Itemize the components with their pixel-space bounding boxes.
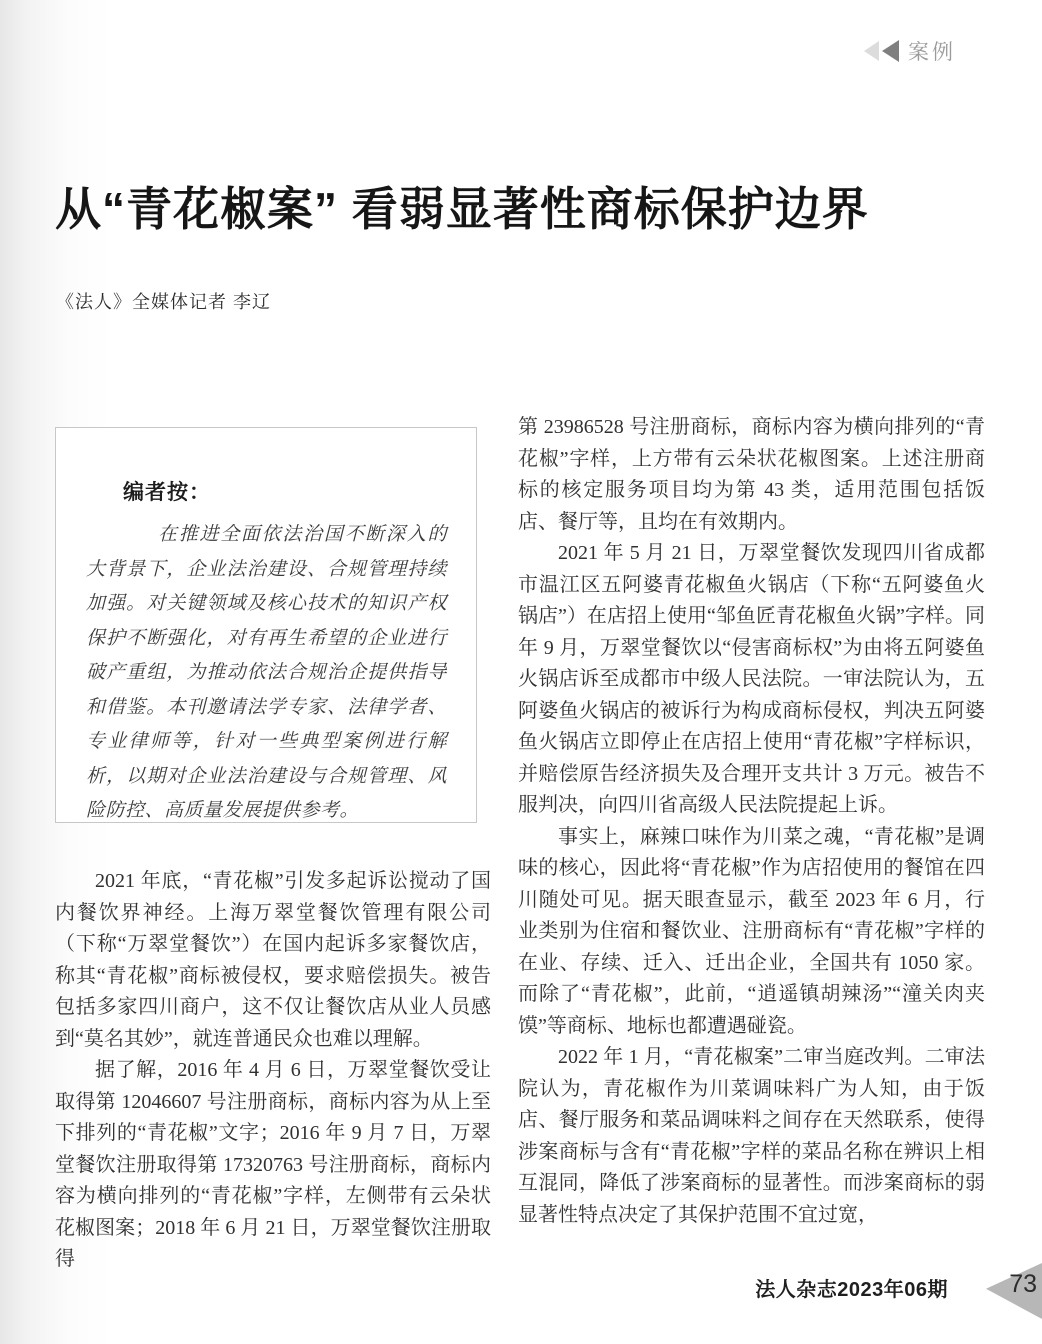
page-number: 73 <box>1009 1270 1037 1298</box>
body-paragraph: 事实上，麻辣口味作为川菜之魂，“青花椒”是调味的核心，因此将“青花椒”作为店招使用的餐馆在四川随处可见。据天眼查显示，截至 2023 年 6 月，行业类别为住宿和餐饮业、注册商标有“青花椒”字样的在业、存续、迁入、迁出企业，全国共有 1050 家。而除了“青花椒”，此前，“逍遥镇胡辣汤”“潼关肉夹馍”等商标、地标也都遭遇碰瓷。 <box>518 825 985 1037</box>
editor-note-label: 编者按： <box>123 481 211 504</box>
left-column <box>55 866 491 1276</box>
body-paragraph: 2022 年 1 月，“青花椒案”二审当庭改判。二审法院认为，青花椒作为川菜调味料广为人知，由于饭店、餐厅服务和菜品调味料之间存在天然联系，使得涉案商标与含有“青花椒”字样的菜品名称在辨识上相互混同，降低了涉案商标的显著性。而涉案商标的弱显著性特点决定了其保护范围不宜过宽， <box>518 1046 985 1226</box>
chevron-left-icon <box>882 40 899 62</box>
body-paragraph: 2021 年底，“青花椒”引发多起诉讼搅动了国内餐饮界神经。上海万翠堂餐饮管理有限公司（下称“万翠堂餐饮”）在国内起诉多家餐饮店，称其“青花椒”商标被侵权，要求赔偿损失。被告包括多家四川商户，这不仅让餐饮店从业人员感到“莫名其妙”，就连普通民众也难以理解。 <box>55 870 491 1050</box>
journal-issue-label: 法人杂志2023年06期 <box>755 1279 948 1301</box>
chevron-left-outline-icon <box>864 41 879 61</box>
editor-note-box <box>55 427 477 823</box>
section-header <box>864 36 956 66</box>
article-byline: 《法人》全媒体记者 李辽 <box>56 292 271 312</box>
body-paragraph: 第 23986528 号注册商标，商标内容为横向排列的“青花椒”字样，上方带有云朵状花椒图案。上述注册商标的核定服务项目均为第 43 类，适用范围包括饭店、餐厅等，且均在有效期内。 <box>518 416 985 533</box>
body-paragraph: 据了解，2016 年 4 月 6 日，万翠堂餐饮受让取得第 12046607 号注册商标，商标内容为从上至下排列的“青花椒”文字；2016 年 9 月 7 日，万翠堂餐饮注册取得第 17320763 号注册商标，商标内容为横向排列的“青花椒”字样，左侧带有云朵状花椒图案；2018 年 6 月 21 日，万翠堂餐饮注册取得 <box>55 1059 491 1270</box>
section-label: 案例 <box>908 41 956 64</box>
right-column <box>518 412 985 1231</box>
body-paragraph: 2021 年 5 月 21 日，万翠堂餐饮发现四川省成都市温江区五阿婆青花椒鱼火锅店（下称“五阿婆鱼火锅店”）在店招上使用“邹鱼匠青花椒鱼火锅”字样。同年 9 月，万翠堂餐饮以“侵害商标权”为由将五阿婆鱼火锅店诉至成都市中级人民法院。一审法院认为，五阿婆鱼火锅店的被诉行为构成商标侵权，判决五阿婆鱼火锅店立即停止在店招上使用“青花椒”字样标识，并赔偿原告经济损失及合理开支共计 3 万元。被告不服判决，向四川省高级人民法院提起上诉。 <box>518 542 985 816</box>
editor-note-text: 在推进全面依法治国不断深入的大背景下，企业法治建设、合规管理持续加强。对关键领域及核心技术的知识产权保护不断强化，对有再生希望的企业进行破产重组，为推动依法合规治企提供指导和借鉴。本刊邀请法学专家、法律学者、专业律师等，针对一些典型案例进行解析，以期对企业法治建设与合规管理、风险防控、高质量发展提供参考。 <box>86 524 447 821</box>
article-title: 从“青花椒案” 看弱显著性商标保护边界 <box>55 183 869 235</box>
